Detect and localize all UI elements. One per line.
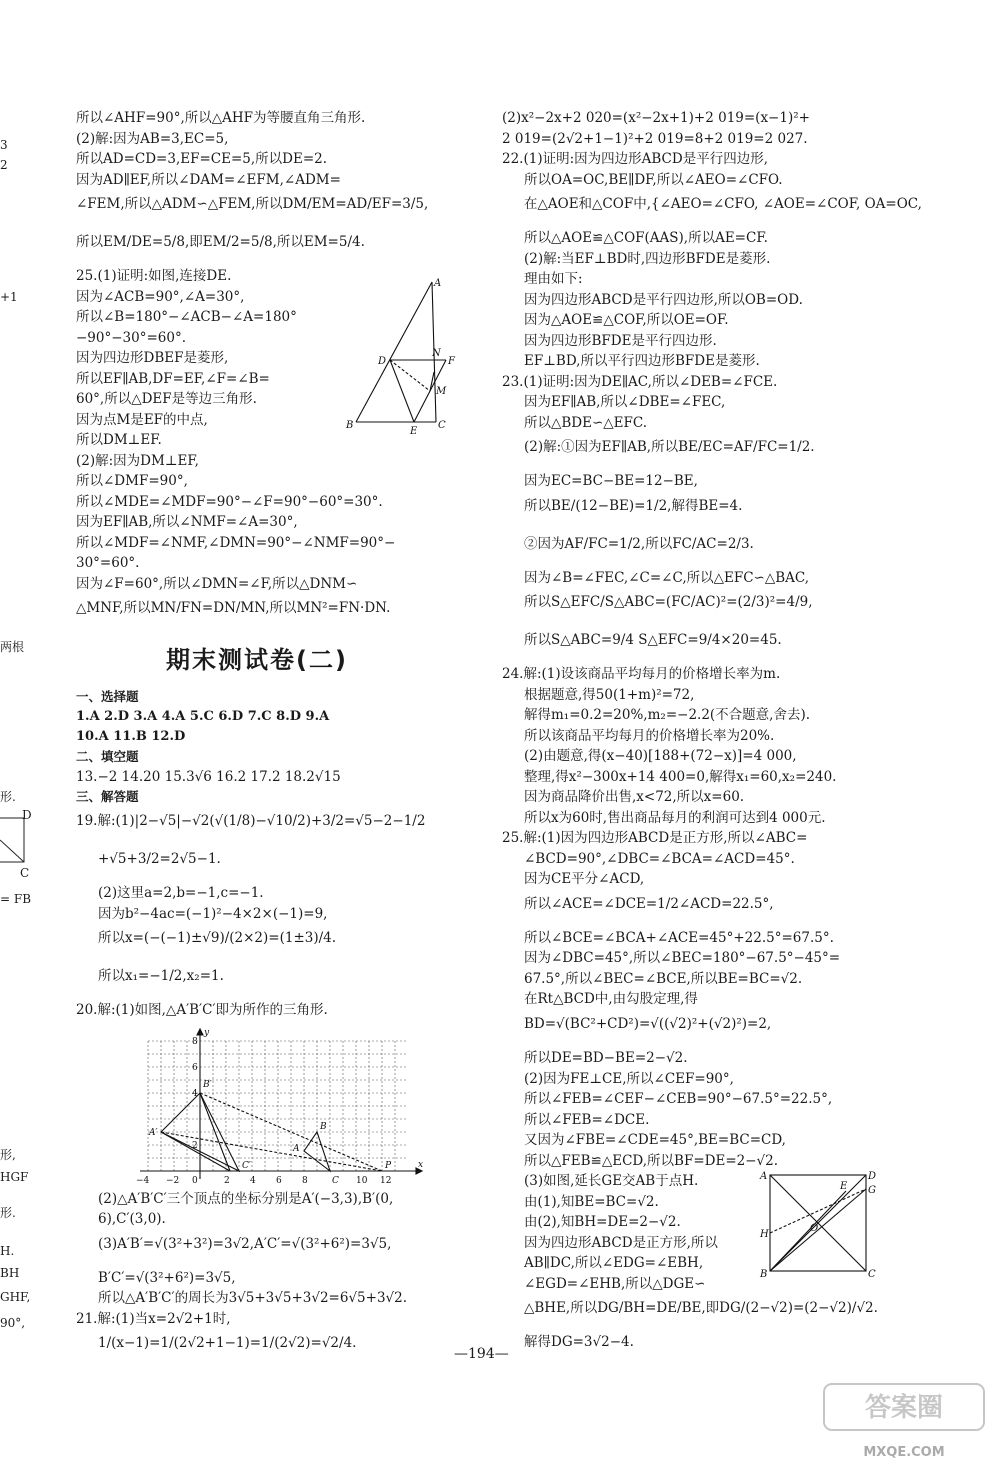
text-line: 所以∠FEB=∠DCE.: [524, 1111, 650, 1128]
grid-label: 10: [356, 1175, 368, 1186]
text-line: (2)因为FE⊥CE,所以∠CEF=90°,: [524, 1070, 734, 1087]
text-line: 由(2),知BH=DE=2−√2.: [524, 1214, 681, 1231]
point-label: B′: [203, 1079, 212, 1090]
text-line: 所以S△EFC/S△ABC=(FC/AC)²=(2/3)²=4/9,: [524, 594, 813, 611]
text-line: (2)△A′B′C′三个顶点的坐标分别是A′(−3,3),B′(0,: [98, 1190, 394, 1207]
text-line: 又因为∠FBE=∠CDE=45°,BE=BC=CD,: [524, 1132, 786, 1149]
text-line: 因为四边形BFDE是平行四边形.: [524, 332, 717, 349]
text-line: 所以该商品平均每月的价格增长率为20%.: [524, 727, 775, 744]
text-line: ②因为AF/FC=1/2,所以FC/AC=2/3.: [524, 535, 754, 552]
adjacent-page-edge: [0, 120, 36, 1360]
text-line: ∠EGD=∠EHB,所以△DGE∽: [524, 1275, 706, 1292]
text-line: 67.5°,所以∠BEC=∠BCE,所以BE=BC=√2.: [524, 970, 803, 987]
text-line: (3)A′B′=√(3²+3²)=3√2,A′C′=√(3²+6²)=3√5,: [98, 1235, 392, 1252]
text-line: AB∥DC,所以∠EDG=∠EBH,: [524, 1255, 704, 1272]
answer-line: 10.A 11.B 12.D: [76, 728, 186, 744]
text-line: 所以△FEB≌△ECD,所以BF=DE=2−√2.: [524, 1152, 779, 1169]
text-line: 所以△BDE∽△EFC.: [524, 414, 648, 431]
figure-q20-grid: [136, 1027, 426, 1189]
text-line: ∠BCD=90°,∠DBC=∠BCA=∠ACD=45°.: [524, 850, 795, 867]
fig-label: E: [410, 426, 418, 437]
text-line: 所以x为60时,售出商品每月的利润可达到4 000元.: [524, 809, 826, 826]
section-heading: 三、解答题: [76, 789, 139, 805]
text-line: 23.(1)证明:因为DE∥AC,所以∠DEB=∠FCE.: [502, 373, 778, 390]
text-line: 所以∠MDE=∠MDF=90°−∠F=90°−60°=30°.: [76, 493, 383, 510]
text-line: 22.(1)证明:因为四边形ABCD是平行四边形,: [502, 151, 769, 168]
point-label: C′: [242, 1160, 251, 1171]
text-line: B′C′=√(3²+6²)=3√5,: [98, 1269, 236, 1286]
text-line: 25.解:(1)因为四边形ABCD是正方形,所以∠ABC=: [502, 830, 808, 847]
text-line: 所以∠B=180°−∠ACB−∠A=180°: [76, 309, 297, 326]
point-label: C: [332, 1175, 339, 1186]
point-label: A′: [149, 1127, 158, 1138]
text-line: 因为EC=BC−BE=12−BE,: [524, 473, 698, 490]
answer-line: 13.−2 14.20 15.3√6 16.2 17.2 18.2√15: [76, 768, 341, 785]
figure-q25-square: [758, 1167, 882, 1285]
grid-label: 2: [224, 1175, 230, 1186]
text-line: 所以∠DMF=90°,: [76, 473, 188, 490]
edge-fragment: HGF: [0, 1170, 29, 1184]
text-line: 所以∠BCE=∠BCA+∠ACE=45°+22.5°=67.5°.: [524, 929, 834, 946]
text-line: 因为b²−4ac=(−1)²−4×2×(−1)=9,: [98, 905, 328, 922]
fig-label: E: [840, 1181, 848, 1193]
fig-line-ce: [770, 1191, 846, 1271]
text-line: 解得DG=3√2−4.: [524, 1334, 634, 1351]
fig-label: B: [346, 420, 354, 432]
text-line: 所以EF∥AB,DF=EF,∠F=∠B=: [76, 370, 270, 387]
edge-fragment: C: [20, 866, 30, 880]
edge-fragment: +1: [0, 290, 18, 304]
text-line: 理由如下:: [524, 271, 583, 288]
grid-label: −2: [166, 1175, 180, 1186]
watermark-url: MXQE.COM: [863, 1445, 945, 1460]
edge-fragment: 形.: [0, 790, 16, 804]
text-line: 由(1),知BE=BC=√2.: [524, 1193, 659, 1210]
section-heading: 二、填空题: [76, 748, 139, 764]
grid-label: −4: [136, 1175, 150, 1186]
fig-label: F: [448, 356, 455, 368]
text-line: 6),C′(3,0).: [98, 1211, 166, 1228]
text-line: +√5+3/2=2√5−1.: [98, 851, 221, 868]
fig-label: O: [810, 1223, 819, 1235]
text-line: 20.解:(1)如图,△A′B′C′即为所作的三角形.: [76, 1002, 328, 1019]
text-line: (2)解:①因为EF∥AB,所以BE/EC=AF/FC=1/2.: [524, 439, 815, 456]
watermark-text: 答案圈: [864, 1393, 944, 1423]
grid-label: y: [204, 1027, 210, 1038]
text-line: 所以S△ABC=9/4 S△EFC=9/4×20=45.: [524, 632, 782, 649]
text-line: 2 019=(2√2+1−1)²+2 019=8+2 019=2 027.: [502, 130, 808, 147]
grid-label: x: [418, 1159, 424, 1170]
fig-label: C: [438, 420, 446, 432]
text-line: 因为∠ACB=90°,∠A=30°,: [76, 288, 245, 305]
text-line: 所以△AOE≌△COF(AAS),所以AE=CF.: [524, 230, 768, 247]
text-line: (2)解:因为AB=3,EC=5,: [76, 130, 229, 147]
text-line: 所以x₁=−1/2,x₂=1.: [98, 968, 224, 985]
text-line: 因为∠B=∠FEC,∠C=∠C,所以△EFC∽△BAC,: [524, 569, 810, 586]
fig-label: C: [868, 1269, 876, 1281]
grid-label: 8: [192, 1036, 198, 1047]
fig-label: N: [432, 348, 441, 360]
text-line: 因为CE平分∠ACD,: [524, 871, 645, 888]
text-line: 因为四边形ABCD是平行四边形,所以OB=OD.: [524, 291, 803, 308]
edge-fragment: 3: [0, 138, 8, 152]
text-line: −90°−30°=60°.: [76, 329, 187, 346]
edge-fragment: 形,: [0, 1148, 16, 1162]
fig-label: M: [436, 386, 447, 398]
text-line: 解得m₁=0.2=20%,m₂=−2.2(不合题意,舍去).: [524, 707, 811, 724]
text-line: 所以DM⊥EF.: [76, 432, 162, 449]
edge-fragment: 形.: [0, 1206, 16, 1220]
edge-fragment: 90°,: [0, 1316, 26, 1330]
page-number: —194—: [454, 1346, 509, 1362]
question-25-block: [76, 266, 476, 632]
fig-label: A: [434, 278, 442, 290]
text-line: 因为∠F=60°,所以∠DMN=∠F,所以△DNM∽: [76, 575, 358, 592]
text-line: 整理,得x²−300x+14 400=0,解得x₁=60,x₂=240.: [524, 768, 837, 785]
text-line: 30°=60°.: [76, 555, 140, 572]
watermark-logo: [820, 1378, 990, 1468]
fig-label: B: [760, 1269, 768, 1281]
edge-fragment: 2: [0, 158, 8, 172]
figure-q25-rhombus: [344, 276, 476, 436]
grid-label: 4: [192, 1088, 198, 1099]
grid-label: 6: [192, 1062, 198, 1073]
edge-fragment: GHF,: [0, 1290, 31, 1304]
text-line: 因为△AOE≌△COF,所以OE=OF.: [524, 312, 729, 329]
text-line: 所以EM/DE=5/8,即EM/2=5/8,所以EM=5/4.: [76, 234, 365, 251]
fig-line-ab: [356, 282, 432, 422]
edge-fragment: D: [22, 808, 32, 822]
text-line: 60°,所以△DEF是等边三角形.: [76, 391, 257, 408]
text-line: 在△AOE和△COF中,{∠AEO=∠CFO, ∠AOE=∠COF, OA=OC,: [524, 196, 922, 213]
text-line: 21.解:(1)当x=2√2+1时,: [76, 1310, 231, 1327]
text-line: (2)解:当EF⊥BD时,四边形BFDE是菱形.: [524, 250, 771, 267]
text-line: △MNF,所以MN/FN=DN/MN,所以MN²=FN·DN.: [76, 600, 391, 617]
point-label: P: [385, 1160, 392, 1171]
text-line: (2)解:因为DM⊥EF,: [76, 452, 199, 469]
text-line: 所以BE/(12−BE)=1/2,解得BE=4.: [524, 497, 743, 514]
text-line: 因为点M是EF的中点,: [76, 411, 208, 428]
text-line: 所以x=(−(−1)±√9)/(2×2)=(1±3)/4.: [98, 930, 337, 947]
right-column: [502, 108, 922, 1353]
text-line: 所以△A′B′C′的周长为3√5+3√5+3√2=6√5+3√2.: [98, 1290, 408, 1307]
text-line: 19.解:(1)|2−√5|−√2(√(1/8)−√10/2)+3/2=√5−2−1/2: [76, 813, 426, 830]
text-line: (3)如图,延长GE交AB于点H.: [524, 1173, 699, 1190]
edge-fragment: BH: [0, 1266, 20, 1280]
fig-label: H: [760, 1229, 769, 1241]
fig-label: D: [868, 1171, 877, 1183]
text-line: 25.(1)证明:如图,连接DE.: [76, 268, 232, 285]
fig-label: G: [868, 1185, 876, 1197]
text-line: BD=√(BC²+CD²)=√((√2)²+(√2)²)=2,: [524, 1015, 772, 1032]
text-line: EF⊥BD,所以平行四边形BFDE是菱形.: [524, 353, 760, 370]
text-line: 所以DE=BD−BE=2−√2.: [524, 1049, 688, 1066]
text-line: 在Rt△BCD中,由勾股定理,得: [524, 991, 698, 1008]
grid-label: 2: [192, 1140, 198, 1151]
section-heading: 一、选择题: [76, 688, 139, 704]
grid-label: 6: [276, 1175, 282, 1186]
fig-label: D: [378, 356, 387, 368]
edge-fragment: H.: [0, 1244, 15, 1258]
text-line: 因为AD∥EF,所以∠DAM=∠EFM,∠ADM=: [76, 171, 341, 188]
text-line: ∠FEM,所以△ADM∽△FEM,所以DM/EM=AD/EF=3/5,: [76, 196, 429, 213]
section-title: 期末测试卷(二): [166, 646, 348, 675]
text-line: 24.解:(1)设该商品平均每月的价格增长率为m.: [502, 666, 781, 683]
text-line: 所以∠FEB=∠CEF−∠CEB=90°−67.5°=22.5°,: [524, 1091, 833, 1108]
grid-label: 8: [302, 1175, 308, 1186]
answer-line: 1.A 2.D 3.A 4.A 5.C 6.D 7.C 8.D 9.A: [76, 708, 330, 724]
edge-fragment: 两根: [0, 640, 25, 654]
text-line: 因为四边形DBEF是菱形,: [76, 350, 229, 367]
text-line: 所以OA=OC,BE∥DF,所以∠AEO=∠CFO.: [524, 171, 783, 188]
edge-fragment: = FB: [0, 892, 32, 906]
text-line: (2)由题意,得(x−40)[188+(72−x)]=4 000,: [524, 748, 797, 765]
fig-label: A: [760, 1171, 768, 1183]
left-column: [76, 108, 476, 1367]
text-line: 因为EF∥AB,所以∠NMF=∠A=30°,: [76, 514, 298, 531]
text-line: (2)这里a=2,b=−1,c=−1.: [98, 885, 264, 902]
text-line: 因为EF∥AB,所以∠DBE=∠FEC,: [524, 394, 726, 411]
text-line: 所以AD=CD=3,EF=CE=5,所以DE=2.: [76, 151, 328, 168]
text-line: 所以∠ACE=∠DCE=1/2∠ACD=22.5°,: [524, 895, 774, 912]
text-line: 所以∠AHF=90°,所以△AHF为等腰直角三角形.: [76, 110, 366, 126]
point-label: B: [320, 1121, 327, 1132]
text-line: 因为∠DBC=45°,所以∠BEC=180°−67.5°−45°=: [524, 950, 841, 967]
grid-label: 12: [380, 1175, 392, 1186]
text-line: 1/(x−1)=1/(2√2+1−1)=1/(2√2)=√2/4.: [98, 1335, 357, 1352]
text-line: 根据题意,得50(1+m)²=72,: [524, 686, 695, 703]
text-line: 所以∠MDF=∠NMF,∠DMN=90°−∠NMF=90°−: [76, 534, 396, 551]
grid-label: 0: [192, 1175, 198, 1186]
text-line: △BHE,所以DG/BH=DE/BE,即DG/(2−√2)=(2−√2)/√2.: [524, 1300, 878, 1317]
question-25-part3: [502, 1171, 894, 1353]
point-label: A: [293, 1143, 300, 1154]
text-line: 因为商品降价出售,x<72,所以x=60.: [524, 789, 745, 806]
grid-label: 4: [250, 1175, 256, 1186]
edge-figure: [0, 812, 30, 868]
text-line: 因为四边形ABCD是正方形,所以: [524, 1234, 718, 1251]
text-line: (2)x²−2x+2 020=(x²−2x+1)+2 019=(x−1)²+: [502, 110, 810, 126]
